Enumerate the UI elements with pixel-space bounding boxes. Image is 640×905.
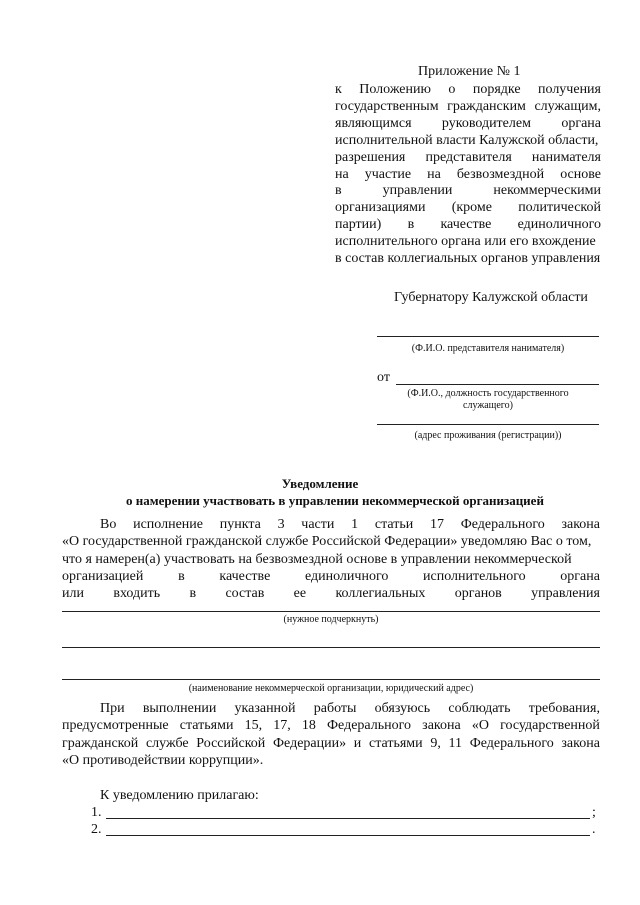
- paragraph-1-word: ее: [293, 586, 307, 602]
- appendix-line: [335, 167, 601, 183]
- underline-choice-line: [62, 611, 600, 612]
- paragraph-1-word: закона: [561, 517, 600, 532]
- paragraph-2-word: обязуюсь: [374, 701, 431, 716]
- appendix-word: являющимся: [335, 115, 412, 131]
- paragraph-1-word: «О государственной гражданской службе Российской Федерации» уведомляю Вас о том,: [62, 534, 592, 550]
- paragraph-1-word: управления: [531, 586, 600, 602]
- appendix-word: на: [427, 166, 441, 182]
- appendix-line: [335, 99, 601, 115]
- appendix-title: Приложение № 1: [418, 64, 521, 79]
- paragraph-2-word: закона: [422, 718, 461, 734]
- paragraph-1-word: 17: [429, 517, 444, 532]
- paragraph-1-word: что я намерен(а) участвовать на безвозмездной основе в управлении некоммерческой: [62, 551, 572, 567]
- paragraph-1-word: коллегиальных: [335, 586, 426, 602]
- paragraph-1-word: статьи: [374, 517, 414, 532]
- appendix-word: нанимателя: [531, 149, 601, 165]
- appendix-word: гражданским: [447, 98, 526, 114]
- appendix-word: качестве: [440, 217, 492, 233]
- appendix-word: Положению: [359, 82, 431, 97]
- paragraph-1-word: качестве: [219, 568, 271, 584]
- appendix-word: органа: [561, 115, 601, 131]
- paragraph-2-word: Федерации»: [272, 735, 347, 751]
- notice-subtitle: о намерении участвовать в управлении некоммерческой организацией: [126, 493, 544, 508]
- paragraph-1-word: 3: [277, 517, 285, 532]
- paragraph-1-word: пункта: [219, 517, 261, 532]
- appendix-line: [335, 234, 601, 250]
- appendix-word: порядке: [472, 82, 521, 97]
- appendix-word: основе: [560, 166, 601, 182]
- employee-name-line: [396, 384, 599, 385]
- appendix-line: [335, 200, 601, 216]
- paragraph-1-word: органов: [454, 586, 502, 602]
- paragraph-2-word: 11: [448, 735, 462, 751]
- paragraph-1-word: Федерального: [460, 517, 545, 532]
- appendix-word: о: [448, 82, 456, 97]
- paragraph-2-word: Федерального: [469, 735, 554, 751]
- paragraph-2-word: соблюдать: [448, 701, 511, 716]
- paragraph-2-word: и: [353, 735, 362, 751]
- appendix-line: [335, 251, 601, 267]
- org-name-line-2: [62, 679, 600, 680]
- paragraph-1-word: единоличного: [304, 568, 389, 584]
- paragraph-2-word: государственной: [500, 718, 600, 734]
- appendix-word: единоличного: [517, 217, 601, 233]
- attachment-num-1: 1.: [91, 805, 102, 820]
- appendix-word: разрешения: [335, 149, 406, 165]
- paragraph-2-word: статьями: [179, 718, 234, 734]
- appendix-line: [335, 183, 601, 199]
- paragraph-2-word: статьями: [368, 735, 423, 751]
- paragraph-2-word: При: [100, 701, 125, 716]
- paragraph-1-line: [62, 586, 600, 602]
- appendix-word: служащим,: [534, 98, 601, 114]
- appendix-word: партии): [335, 217, 382, 233]
- appendix-line: [335, 116, 601, 132]
- paragraph-1-word: организацией: [62, 568, 144, 584]
- appendix-word: руководителем: [441, 115, 531, 131]
- paragraph-2-word: 9,: [430, 735, 441, 751]
- paragraph-2-line: [62, 736, 600, 752]
- from-label: от: [377, 370, 390, 385]
- appendix-word: исполнительного органа или его вхождение: [335, 234, 596, 250]
- address-line: [377, 424, 599, 425]
- paragraph-1-word: входить: [113, 586, 161, 602]
- appendix-word: (кроме: [451, 200, 492, 216]
- attachment-end-2: .: [592, 822, 596, 837]
- paragraph-2-word: указанной: [234, 701, 296, 716]
- appendix-word: участие: [364, 166, 412, 182]
- attachment-line-2: [106, 835, 590, 836]
- paragraph-1-word: 1: [351, 517, 359, 532]
- appendix-word: в: [407, 217, 415, 233]
- paragraph-1-word: части: [301, 517, 335, 532]
- employee-caption-2: служащего): [463, 400, 513, 411]
- appendix-word: представителя: [425, 149, 512, 165]
- attachment-line-1: [106, 818, 590, 819]
- appendix-word: безвозмездной: [456, 166, 545, 182]
- paragraph-1-line: [100, 517, 600, 533]
- paragraph-2-word: 17,: [273, 718, 291, 734]
- appendix-word: на: [335, 166, 349, 182]
- paragraph-2-word: Российской: [196, 735, 266, 751]
- paragraph-2-line: [100, 701, 600, 717]
- appendix-word: организациями: [335, 200, 426, 216]
- attachments-intro: К уведомлению прилагаю:: [100, 788, 259, 803]
- appendix-line: [335, 82, 601, 98]
- attachment-num-2: 2.: [91, 822, 102, 837]
- paragraph-2-word: службе: [145, 735, 189, 751]
- paragraph-1-word: исполнительного: [423, 568, 526, 584]
- paragraph-1-word: исполнение: [133, 517, 203, 532]
- appendix-word: политической: [518, 200, 601, 216]
- appendix-word: управлении: [382, 183, 453, 199]
- employee-caption-1: (Ф.И.О., должность государственного: [407, 388, 569, 399]
- paragraph-1-word: Во: [100, 517, 117, 532]
- appendix-word: в: [335, 183, 342, 199]
- appendix-word: исполнительной власти Калужской области,: [335, 132, 599, 148]
- paragraph-2-line: [62, 753, 600, 769]
- org-name-line-1: [62, 647, 600, 648]
- representative-name-line: [377, 336, 599, 337]
- paragraph-2-word: Федерального: [327, 718, 412, 734]
- paragraph-1-word: состав: [225, 586, 265, 602]
- appendix-line: [335, 150, 601, 166]
- paragraph-2-word: закона: [561, 735, 600, 751]
- notice-title: Уведомление: [281, 476, 359, 491]
- paragraph-1-word: органа: [560, 568, 600, 584]
- paragraph-2-word: предусмотренные: [62, 718, 169, 734]
- paragraph-2-word: 15,: [244, 718, 263, 734]
- paragraph-2-word: выполнении: [142, 701, 217, 716]
- paragraph-2-word: гражданской: [62, 735, 139, 751]
- paragraph-2-line: [62, 718, 600, 734]
- paragraph-1-line: [62, 552, 600, 568]
- paragraph-2-word: «О противодействии коррупции».: [62, 752, 264, 768]
- addressee-governor: Губернатору Калужской области: [394, 290, 588, 305]
- org-caption: (наименование некоммерческой организации, юридический адрес): [188, 683, 474, 694]
- appendix-word: к: [335, 82, 342, 97]
- appendix-word: получения: [538, 82, 601, 97]
- paragraph-2-word: работы: [313, 701, 357, 716]
- paragraph-1-line: [62, 534, 600, 550]
- paragraph-1-word: или: [62, 586, 84, 602]
- attachment-end-1: ;: [592, 805, 596, 820]
- paragraph-1-line: [62, 569, 600, 585]
- appendix-word: государственным: [335, 98, 439, 114]
- appendix-line: [335, 133, 601, 149]
- paragraph-2-word: «О: [471, 718, 489, 734]
- appendix-line: [335, 217, 601, 233]
- appendix-word: в состав коллегиальных органов управления: [335, 251, 601, 266]
- representative-caption: (Ф.И.О. представителя нанимателя): [411, 343, 565, 354]
- address-caption: (адрес проживания (регистрации)): [414, 430, 562, 441]
- paragraph-2-word: требования,: [528, 701, 600, 716]
- appendix-word: некоммерческими: [493, 183, 601, 199]
- paragraph-1-word: в: [189, 586, 197, 602]
- paragraph-1-word: в: [178, 568, 185, 584]
- underline-caption: (нужное подчеркнуть): [283, 614, 379, 625]
- paragraph-2-word: 18: [301, 718, 316, 734]
